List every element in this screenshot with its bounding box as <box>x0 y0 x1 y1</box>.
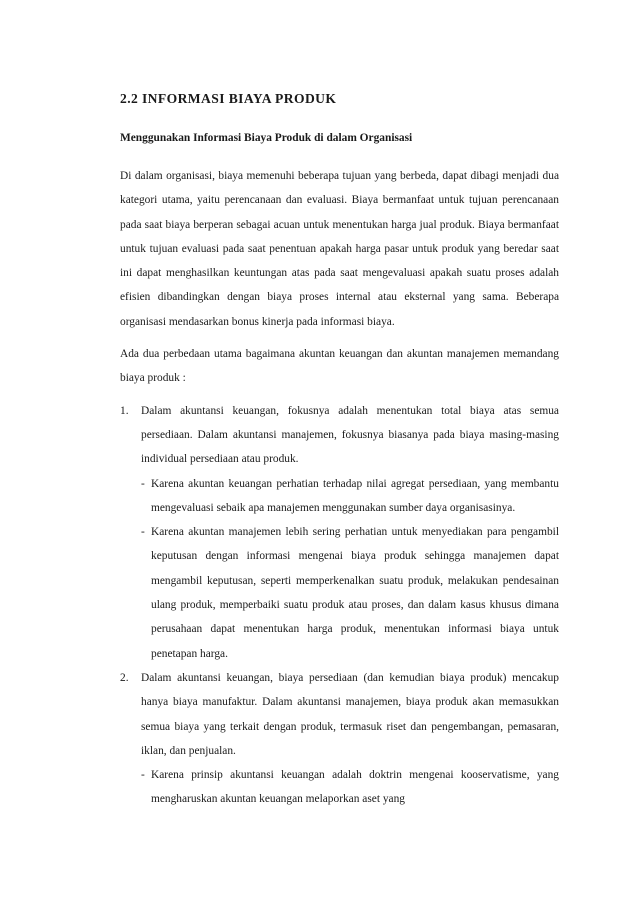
section-heading: 2.2 INFORMASI BIAYA PRODUK <box>120 91 337 106</box>
sub-list-item-text: Karena prinsip akuntansi keuangan adalah doktrin mengenai kooservatisme, yang mengharuskan akuntan keuangan melaporkan aset yang <box>151 769 559 806</box>
list-item-number: 2. <box>120 671 129 684</box>
list-item-text: Dalam akuntansi keuangan, fokusnya adalah menentukan total biaya atas semua persediaan. Dalam akuntansi manajemen, fokusnya biasanya pada biaya masing-masing individual persediaan atau produk. <box>141 404 559 466</box>
dash-bullet: - <box>141 769 145 782</box>
sub-list-item <box>141 472 559 521</box>
list-item-number: 1. <box>120 404 129 417</box>
differences-list <box>120 399 559 812</box>
list-item <box>120 399 559 666</box>
sub-list-item <box>141 520 559 666</box>
list-item <box>120 666 559 812</box>
sub-list <box>141 472 559 666</box>
dash-bullet: - <box>141 477 145 490</box>
sub-list-item <box>141 763 559 812</box>
paragraph-purpose-of-cost: Di dalam organisasi, biaya memenuhi beberapa tujuan yang berbeda, dapat dibagi menjadi dua kategori utama, yaitu perencanaan dan evaluasi. Biaya bermanfaat untuk tujuan perencanaan pada saat biaya berperan sebagai acuan untuk menentukan harga jual produk. Biaya bermanfaat untuk tujuan evaluasi pada saat penentuan apakah harga pasar untuk produk yang beredar saat ini dapat menghasilkan keuntungan atas pada saat mengevaluasi apakah suatu proses adalah efisien dibandingkan dengan biaya proses internal atau eksternal yang sama. Beberapa organisasi mendasarkan bonus kinerja pada informasi biaya. <box>120 170 559 328</box>
list-item-text: Dalam akuntansi keuangan, biaya persediaan (dan kemudian biaya produk) mencakup hanya biaya manufaktur. Dalam akuntansi manajemen, biaya produk akan memasukkan semua biaya yang terkait dengan produk, termasuk riset dan pengembangan, pemasaran, iklan, dan penjualan. <box>141 671 559 757</box>
document-page <box>120 88 559 812</box>
paragraph-differences-intro: Ada dua perbedaan utama bagaimana akuntan keuangan dan akuntan manajemen memandang biaya produk : <box>120 348 559 385</box>
sub-list-item-text: Karena akuntan manajemen lebih sering perhatian untuk menyediakan para pengambil keputusan dengan informasi mengenai biaya produk sehingga manajemen dapat mengambil keputusan, seperti memperkenalkan suatu produk, melakukan pendesainan ulang produk, memperbaiki suatu produk atau proses, dan dalam kasus khusus dimana perusahaan dapat menentukan harga produk, menentukan informasi biaya untuk penetapan harga. <box>151 526 559 660</box>
subsection-heading: Menggunakan Informasi Biaya Produk di dalam Organisasi <box>120 132 413 144</box>
sub-list-item-text: Karena akuntan keuangan perhatian terhadap nilai agregat persediaan, yang membantu mengevaluasi sebaik apa manajemen menggunakan sumber daya organisasinya. <box>151 477 559 514</box>
dash-bullet: - <box>141 526 145 539</box>
sub-list <box>141 763 559 812</box>
